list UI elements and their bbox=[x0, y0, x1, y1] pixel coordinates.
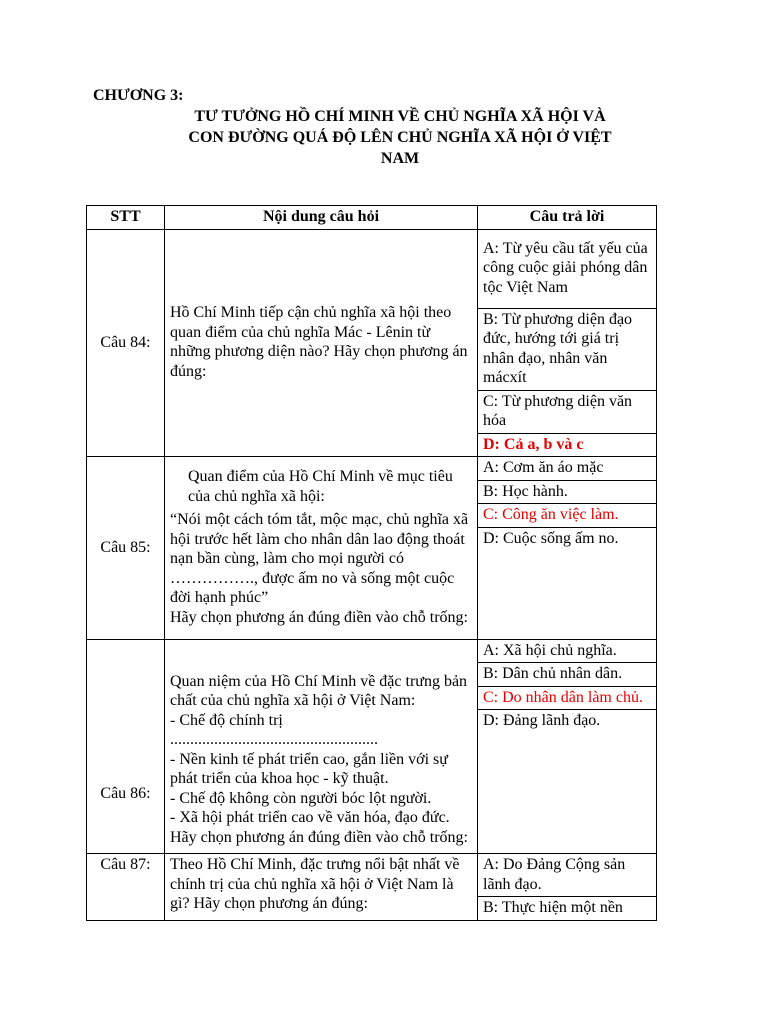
title-line: CON ĐƯỜNG QUÁ ĐỘ LÊN CHỦ NGHĨA XÃ HỘI Ở VIỆT bbox=[188, 129, 612, 146]
answer-option: D: Đảng lãnh đạo. bbox=[478, 710, 657, 854]
question-prompt: Hãy chọn phương án đúng điền vào chỗ trống: bbox=[170, 608, 468, 626]
question-table bbox=[86, 205, 657, 921]
title-line: NAM bbox=[380, 150, 420, 167]
table-row bbox=[87, 639, 657, 663]
table-row bbox=[87, 229, 657, 308]
question-number: Câu 86: bbox=[87, 639, 165, 854]
question-item: - Chế độ không còn người bóc lột người. bbox=[170, 789, 432, 807]
answer-option: D: Cuộc sống ấm no. bbox=[478, 527, 657, 639]
answer-option: B: Học hành. bbox=[478, 480, 657, 504]
question-text bbox=[165, 639, 478, 854]
answer-option: A: Xã hội chủ nghĩa. bbox=[478, 639, 657, 663]
question-item: - Nền kinh tế phát triển cao, gắn liền với sự phát triển của khoa học - kỹ thuật. bbox=[170, 750, 448, 787]
chapter-title bbox=[150, 106, 650, 169]
answer-option: A: Từ yêu cầu tất yếu của công cuộc giải phóng dân tộc Việt Nam bbox=[478, 229, 657, 308]
question-quote: “Nói một cách tóm tắt, mộc mạc, chủ nghĩa xã hội trước hết làm cho nhân dân lao động thoát nạn bần cùng, làm cho mọi người có ……………., được ấm no và sống một cuộc đời hạnh phúc” bbox=[170, 511, 469, 607]
question-item: - Xã hội phát triển cao về văn hóa, đạo đức. bbox=[170, 809, 450, 826]
question-item-list bbox=[170, 711, 472, 828]
answer-option-correct: C: Công ăn việc làm. bbox=[478, 504, 657, 528]
table-row bbox=[87, 457, 657, 481]
question-prompt: Hãy chọn phương án đúng điền vào chỗ trống: bbox=[170, 828, 468, 846]
question-number: Câu 85: bbox=[87, 457, 165, 640]
answer-option: B: Từ phương diện đạo đức, hướng tới giá trị nhân đạo, nhân văn mácxít bbox=[478, 308, 657, 390]
question-text bbox=[165, 457, 478, 640]
question-intro: Quan điểm của Hồ Chí Minh về mục tiêu của chủ nghĩa xã hội: bbox=[188, 468, 453, 505]
header-question: Nội dung câu hỏi bbox=[165, 206, 478, 230]
question-item: - Chế độ chính trị .................................................... bbox=[170, 711, 378, 748]
question-number: Câu 84: bbox=[87, 229, 165, 457]
header-answer: Câu trả lời bbox=[478, 206, 657, 230]
header-stt: STT bbox=[87, 206, 165, 230]
answer-option-correct: C: Do nhân dân làm chủ. bbox=[478, 686, 657, 710]
question-number: Câu 87: bbox=[87, 854, 165, 921]
question-text: Theo Hồ Chí Minh, đặc trưng nổi bật nhất về chính trị của chủ nghĩa xã hội ở Việt Nam là gì? Hãy chọn phương án đúng: bbox=[165, 854, 478, 921]
answer-option: B: Thực hiện một nền bbox=[478, 897, 657, 921]
question-intro: Quan niệm của Hồ Chí Minh về đặc trưng bản chất của chủ nghĩa xã hội ở Việt Nam: bbox=[170, 672, 468, 709]
answer-option: B: Dân chủ nhân dân. bbox=[478, 663, 657, 687]
answer-option-correct: D: Cả a, b và c bbox=[478, 433, 657, 457]
table-row bbox=[87, 854, 657, 897]
answer-option: A: Cơm ăn áo mặc bbox=[478, 457, 657, 481]
answer-option: C: Từ phương diện văn hóa bbox=[478, 390, 657, 433]
chapter-label: CHƯƠNG 3: bbox=[93, 87, 184, 104]
title-line: TƯ TƯỞNG HỒ CHÍ MINH VỀ CHỦ NGHĨA XÃ HỘI VÀ bbox=[194, 108, 606, 125]
question-text: Hồ Chí Minh tiếp cận chủ nghĩa xã hội theo quan điểm của chủ nghĩa Mác - Lênin từ những phương diện nào? Hãy chọn phương án đúng: bbox=[165, 229, 478, 457]
answer-option: A: Do Đảng Cộng sản lãnh đạo. bbox=[478, 854, 657, 897]
table-header-row bbox=[87, 206, 657, 230]
